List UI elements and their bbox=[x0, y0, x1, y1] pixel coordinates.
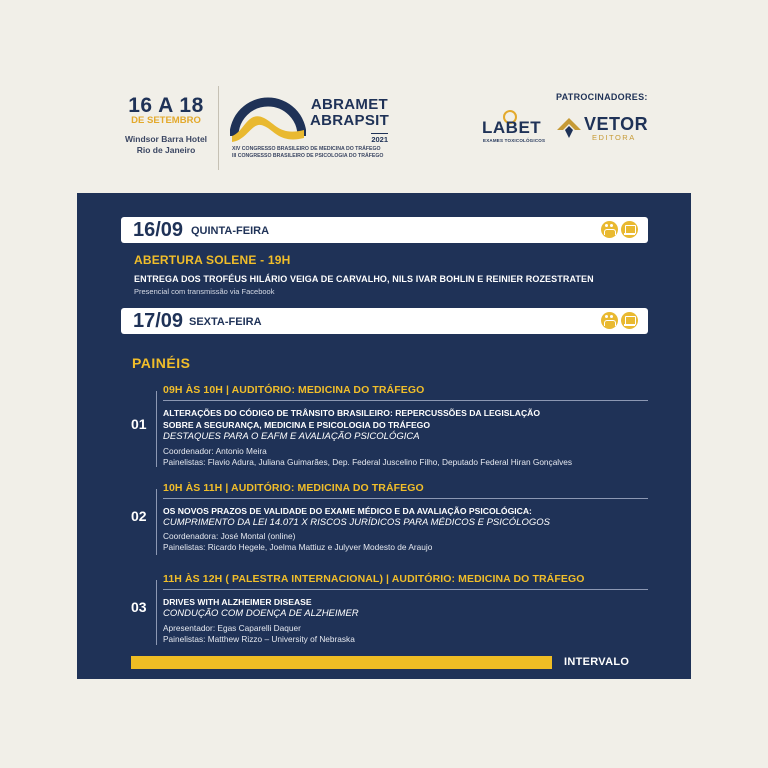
sponsors-title: PATROCINADORES: bbox=[556, 92, 648, 102]
panel-number: 02 bbox=[131, 508, 147, 524]
labet-subtitle: EXAMES TOXICOLÓGICOS bbox=[483, 138, 546, 143]
logo-abrapsit: ABRAPSIT bbox=[310, 112, 390, 129]
panel-rule bbox=[163, 498, 648, 499]
abertura-description: ENTREGA DOS TROFÉUS HILÁRIO VEIGA DE CARVALHO, NILS IVAR BOHLIN E REINIER ROZESTRATEN bbox=[134, 274, 594, 284]
day-mode-icons bbox=[601, 221, 638, 238]
vetor-subtitle: EDITORA bbox=[592, 133, 636, 142]
event-dates: 16 A 18 bbox=[128, 94, 204, 117]
day-weekday: SEXTA-FEIRA bbox=[189, 316, 262, 328]
panel-presenter: Apresentador: Egas Caparelli Daquer bbox=[163, 623, 301, 633]
panel-rule bbox=[163, 589, 648, 590]
panel-number: 03 bbox=[131, 599, 147, 615]
panel-title-line1: OS NOVOS PRAZOS DE VALIDADE DO EXAME MÉDICO E DA AVALIAÇÃO PSICOLÓGICA: bbox=[163, 506, 532, 516]
schedule-panel bbox=[77, 193, 691, 679]
header-divider bbox=[218, 86, 219, 170]
congress-logo-icon bbox=[230, 92, 306, 142]
sponsor-vetor-logo bbox=[556, 114, 650, 148]
panel-title-line2: SOBRE A SEGURANÇA, MEDICINA E PSICOLOGIA DO TRÁFEGO bbox=[163, 420, 431, 430]
panel-rule bbox=[163, 400, 648, 401]
panel-number: 01 bbox=[131, 416, 147, 432]
vetor-name: VETOR bbox=[584, 114, 649, 134]
vetor-arrow-icon bbox=[556, 116, 582, 140]
panel-vline bbox=[156, 580, 157, 645]
intervalo-bar bbox=[131, 656, 552, 669]
panel-coordinator: Coordenador: Antonio Meira bbox=[163, 446, 267, 456]
panel-subtitle: CUMPRIMENTO DA LEI 14.071 X RISCOS JURÍDICOS PARA MÉDICOS E PSICÓLOGOS bbox=[163, 517, 550, 528]
panel-panelists: Painelistas: Ricardo Hegele, Joelma Mattiuz e Julyver Modesto de Araujo bbox=[163, 542, 433, 552]
panel-subtitle: DESTAQUES PARA O EAFM E AVALIAÇÃO PSICOLÓGICA bbox=[163, 431, 420, 442]
day-header-17-09 bbox=[121, 308, 648, 334]
panel-subtitle: CONDUÇÃO COM DOENÇA DE ALZHEIMER bbox=[163, 608, 359, 619]
day-header-16-09 bbox=[121, 217, 648, 243]
panel-time: 09H ÀS 10H | AUDITÓRIO: MEDICINA DO TRÁFEGO bbox=[163, 384, 425, 396]
panel-vline bbox=[156, 391, 157, 467]
event-dates-block bbox=[118, 94, 214, 156]
event-month: DE SETEMBRO bbox=[131, 115, 201, 126]
screen-icon bbox=[621, 221, 638, 238]
people-icon bbox=[601, 312, 618, 329]
screen-icon bbox=[621, 312, 638, 329]
day-date: 16/09 bbox=[133, 219, 184, 241]
panel-panelists: Painelistas: Matthew Rizzo – University of Nebraska bbox=[163, 634, 355, 644]
congress-subtitle bbox=[232, 146, 402, 160]
section-title-paineis: PAINÉIS bbox=[132, 355, 191, 371]
people-icon bbox=[601, 221, 618, 238]
logo-year: 2021 bbox=[371, 135, 388, 144]
congress-subtitle-line1: XIV CONGRESSO BRASILEIRO DE MEDICINA DO TRÁFEGO bbox=[232, 146, 381, 152]
panel-vline bbox=[156, 489, 157, 555]
panel-panelists: Painelistas: Flavio Adura, Juliana Guimarães, Dep. Federal Juscelino Filho, Deputado Federal Hiran Gonçalves bbox=[163, 457, 573, 467]
abertura-title: ABERTURA SOLENE - 19H bbox=[134, 253, 291, 267]
day-date: 17/09 bbox=[133, 310, 184, 332]
labet-name: LABET bbox=[482, 118, 542, 137]
logo-abramet: ABRAMET bbox=[310, 96, 388, 113]
abertura-note: Presencial com transmissão via Facebook bbox=[134, 287, 275, 296]
panel-coordinator: Coordenadora: José Montal (online) bbox=[163, 531, 296, 541]
panel-time: 10H ÀS 11H | AUDITÓRIO: MEDICINA DO TRÁFEGO bbox=[163, 482, 424, 494]
sponsor-labet-logo bbox=[482, 110, 548, 144]
venue-name: Windsor Barra Hotel bbox=[124, 134, 208, 144]
intervalo-label: INTERVALO bbox=[564, 656, 630, 668]
day-weekday: QUINTA-FEIRA bbox=[191, 225, 270, 237]
day-mode-icons bbox=[601, 312, 638, 329]
panel-title-line1: ALTERAÇÕES DO CÓDIGO DE TRÂNSITO BRASILEIRO: REPERCUSSÕES DA LEGISLAÇÃO bbox=[163, 408, 541, 418]
congress-subtitle-line2: III CONGRESSO BRASILEIRO DE PSICOLOGIA DO TRÁFEGO bbox=[232, 153, 384, 159]
panel-title-line1: DRIVES WITH ALZHEIMER DISEASE bbox=[163, 597, 312, 607]
venue-city: Rio de Janeiro bbox=[136, 145, 196, 155]
congress-logo-text bbox=[310, 97, 388, 147]
panel-time: 11H ÀS 12H ( PALESTRA INTERNACIONAL) | AUDITÓRIO: MEDICINA DO TRÁFEGO bbox=[163, 573, 585, 585]
